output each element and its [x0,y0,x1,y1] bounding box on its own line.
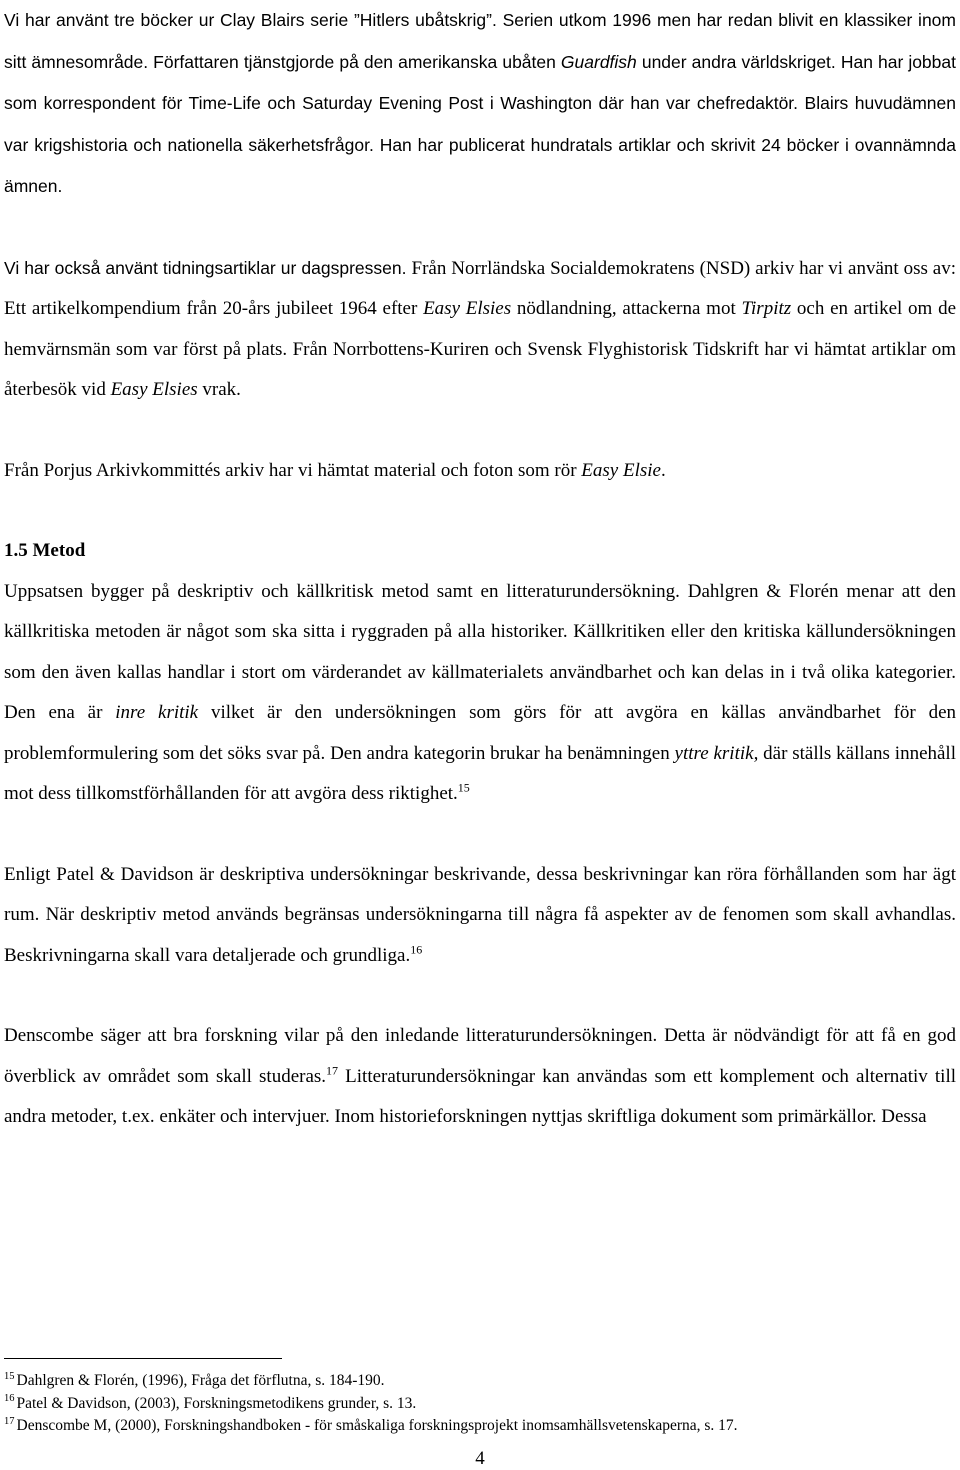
footnote-number: 16 [4,1393,15,1405]
italic-segment: Tirpitz [741,298,792,319]
italic-segment: Guardfish [560,51,637,72]
text-segment: vrak. [197,379,241,400]
text-segment: nödlandning, attackerna mot [511,298,742,319]
text-segment: där ställs källans innehåll mot dess tillkomstförhållanden för att avgöra dess riktighet. [4,742,956,804]
paragraph-denscombe [4,1016,956,1138]
paragraph-patel-davidson [4,855,956,977]
text-segment: . [660,459,666,481]
text-segment: Denscombe säger att bra forskning vilar på den inledande litteraturundersökningen. Detta är nödvändigt för att få en god överblick av området som skall studeras. [4,1025,956,1087]
italic-segment: inre kritik [115,702,199,723]
spacer [4,815,956,855]
footnote-ref-17[interactable]: 17 [326,1063,339,1078]
paragraph-porjus [4,451,956,492]
footnote-15 [4,1370,956,1393]
text-segment: vilket är den undersökningen som görs för att avgöra en källas användbarhet för den problemformulering som det söks svar på. Den andra kategorin brukar ha benämningen [4,702,957,764]
text-segment: under andra världskriget. Han har jobbat som korrespondent för Time-Life och Saturday Evening Post i Washington där han var chefredaktör. Blairs huvudämnen var krigshistoria och nationella säkerhetsfrågor. Han har publicerat hundratals artiklar och skrivit 24 böcker i ovannämnda ämnen. [4,51,956,196]
paragraph-metod [4,572,956,815]
footnote-text: Denscombe M, (2000), Forskningshandboken - för småskaliga forskningsprojekt inomsamhällsvetenskaperna, s. 17. [16,1417,738,1434]
footnote-text: Dahlgren & Florén, (1996), Fråga det förflutna, s. 184-190. [16,1372,385,1389]
section-heading-metod: 1.5 Metod [4,540,86,561]
paragraph-newspapers [4,248,956,411]
italic-segment: Easy Elsies [110,379,198,400]
footnotes [4,1370,956,1438]
italic-segment: Easy Elsies [423,298,512,319]
footnote-17 [4,1415,956,1438]
footnote-number: 15 [4,1370,15,1382]
text-segment: Uppsatsen bygger på deskriptiv och källkritisk metod samt en litteraturundersökning. Dahlgren & Florén menar att den källkritiska metoden är något som ska sitta i ryggraden på alla historiker. Källkritiken eller den kritiska källundersökningen som den även kallas handlar i stort om värderandet av källmaterialets användbarhet och kan delas in i två olika kategorier. Den ena är [4,580,956,723]
text-segment: Från Norrländska Socialdemokratens (NSD) arkiv har vi använt oss av: Ett artikelkompendium från 20-års jubileet 1964 efter [4,257,956,319]
footnote-ref-15[interactable]: 15 [457,780,470,795]
spacer [4,491,956,531]
italic-segment: Easy Elsie [581,459,661,481]
footnote-text: Patel & Davidson, (2003), Forskningsmetodikens grunder, s. 13. [16,1394,417,1412]
footnote-number: 17 [4,1415,15,1427]
text-segment: Från Porjus Arkivkommittés arkiv har vi hämtat material och foton som rör [4,459,582,481]
text-segment: Vi har använt tre böcker ur Clay Blairs serie ”Hitlers ubåtskrig”. Serien utkom 1996 men har redan blivit en klassiker inom sitt ämnesområde. Författaren tjänstgjorde på den amerikanska ubåten [4,10,956,72]
footnote-16 [4,1393,956,1416]
text-segment: och en artikel om de hemvärnsmän som var först på plats. Från Norrbottens-Kuriren och Svensk Flyghistorisk Tidskrift har vi hämtat artiklar om återbesök vid [4,298,957,400]
footnote-separator [4,1358,282,1359]
paragraph-clay-blair [4,0,956,208]
text-segment: Litteraturundersökningar kan användas som ett komplement och alternativ till andra metoder, t.ex. enkäter och intervjuer. Inom historieforskningen nyttjas skriftliga dokument som primärkällor. Dessa [4,1065,956,1127]
footnote-ref-16[interactable]: 16 [410,942,423,957]
text-segment: Enligt Patel & Davidson är deskriptiva undersökningar beskrivande, dessa beskrivningar kan röra förhållanden som har ägt rum. När deskriptiv metod används begränsas undersökningarna till några få aspekter av de fenomen som skall avhandlas. Beskrivningarna skall vara detaljerade och grundliga. [4,863,956,966]
page-body [4,0,956,1138]
spacer [4,208,956,248]
spacer [4,976,956,1016]
text-segment: Vi har också använt tidningsartiklar ur dagspressen. [4,257,412,278]
page-number: 4 [475,1448,485,1469]
spacer [4,411,956,451]
italic-segment: yttre kritik, [674,742,759,764]
